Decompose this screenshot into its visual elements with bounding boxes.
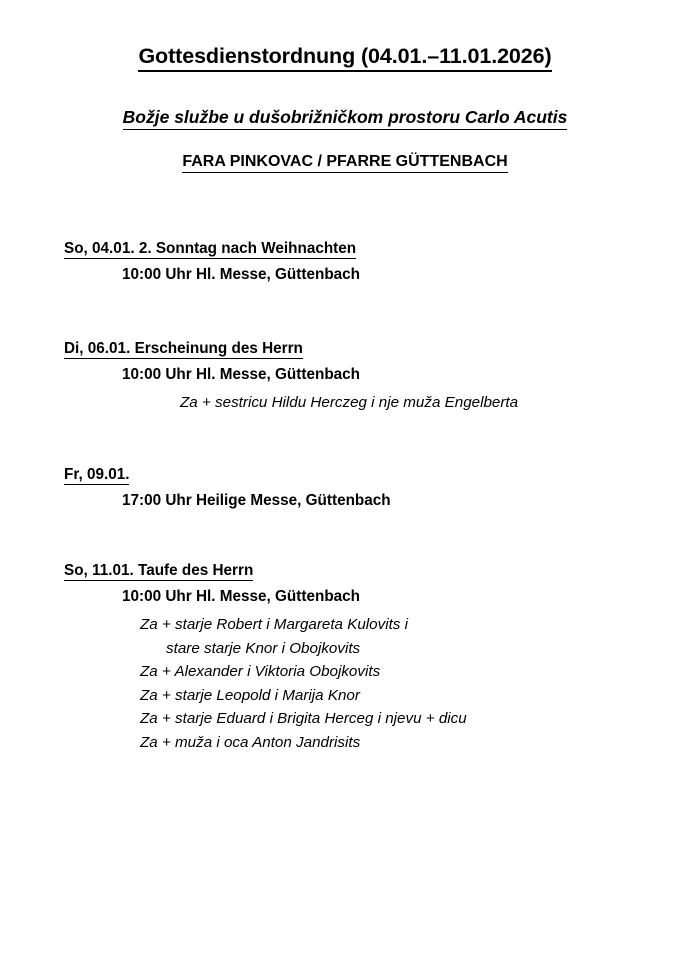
service-day-header-text: Di, 06.01. Erscheinung des Herrn [64, 340, 303, 357]
service-block [0, 240, 690, 284]
subtitle-parish [0, 153, 690, 171]
service-day-header-text: So, 11.01. Taufe des Herrn [64, 562, 254, 579]
intention-line: Za + starje Leopold i Marija Knor [140, 686, 360, 704]
subtitle-parish-text: FARA PINKOVAC / PFARRE GÜTTENBACH [182, 153, 507, 173]
service-time-line: 10:00 Uhr Hl. Messe, Güttenbach [122, 366, 361, 383]
service-day-header [64, 466, 690, 484]
service-block [0, 340, 690, 415]
page-title [0, 44, 690, 69]
intention-line: Za + starje Robert i Margareta Kulovits i [140, 616, 408, 633]
service-day-header [64, 562, 690, 580]
subtitle-croatian-text: Božje službe u dušobrižničkom prostoru Carlo Acutis [123, 107, 568, 130]
intention-line: Za + muža i oca Anton Jandrisits [140, 733, 361, 751]
page-title-text: Gottesdienstordnung (04.01.–11.01.2026) [138, 44, 551, 72]
service-day-header-text: So, 04.01. 2. Sonntag nach Weihnachten [64, 240, 357, 257]
service-day-header-text: Fr, 09.01. [64, 466, 130, 483]
service-block [0, 562, 690, 754]
intention-line: Za + Alexander i Viktoria Obojkovits [140, 663, 381, 680]
intention-line: Za + starje Eduard i Brigita Herceg i njevu + dicu [140, 710, 467, 727]
service-day-header [64, 240, 690, 258]
subtitle-croatian [0, 107, 690, 128]
service-block [0, 466, 690, 510]
intention-line: Za + sestricu Hildu Herczeg i nje muža Engelberta [180, 394, 519, 411]
service-time-line: 10:00 Uhr Hl. Messe, Güttenbach [122, 588, 361, 605]
intention-line-continuation: stare starje Knor i Obojkovits [166, 639, 361, 657]
service-intentions [0, 613, 690, 754]
service-day-header [64, 340, 690, 358]
service-time-line: 10:00 Uhr Hl. Messe, Güttenbach [122, 266, 361, 283]
service-intentions [0, 391, 690, 415]
service-time-line: 17:00 Uhr Heilige Messe, Güttenbach [122, 492, 391, 509]
